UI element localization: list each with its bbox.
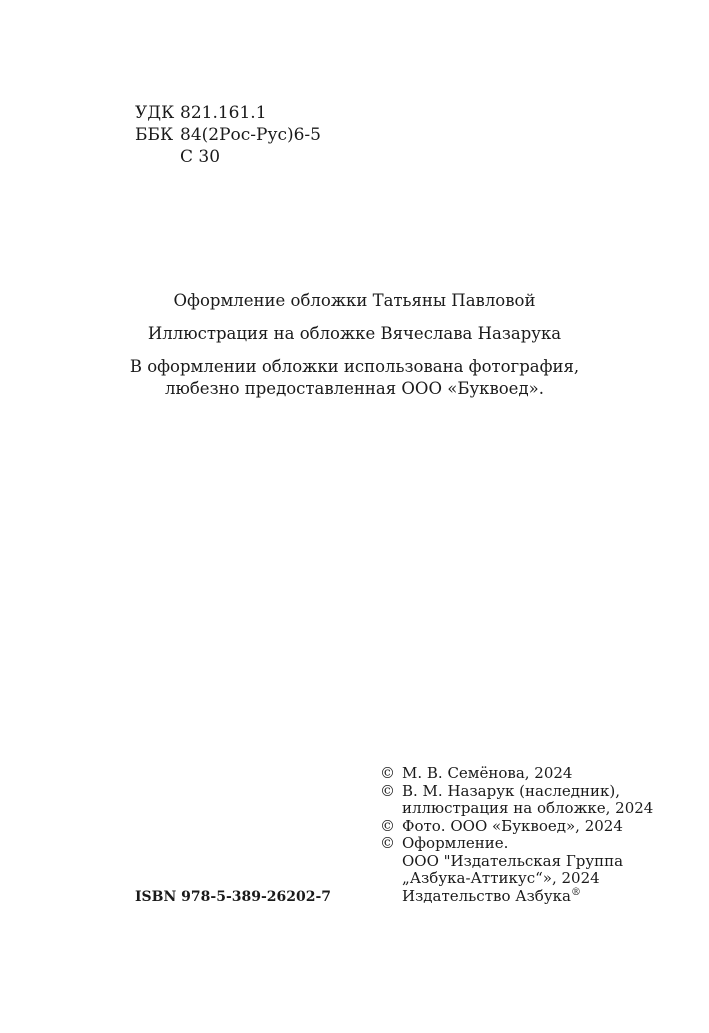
photo-credit-line-1: В оформлении обложки использована фотография, <box>129 357 580 376</box>
copyright-line: Оформление. <box>402 834 509 852</box>
cover-design-credit: Оформление обложки Татьяны Павловой <box>173 291 536 310</box>
copyright-item <box>380 818 653 836</box>
copyright-item <box>380 783 653 818</box>
udk-value: 821.161.1 <box>180 103 267 123</box>
copyright-sign: © <box>380 834 395 852</box>
photo-credit-line-2: любезно предоставленная ООО «Буквоед». <box>165 379 544 398</box>
cover-illustration-credit: Иллюстрация на обложке Вячеслава Назарука <box>147 324 562 343</box>
copyright-line: Издательство Азбука <box>402 886 571 905</box>
udk-row <box>135 102 321 124</box>
copyright-item <box>380 835 653 905</box>
isbn: ISBN 978-5-389-26202-7 <box>135 889 332 905</box>
copyright-line: ООО "Издательская Группа <box>402 851 624 870</box>
copyright-line: В. М. Назарук (наследник), <box>402 781 620 800</box>
copyright-item <box>380 765 653 783</box>
udk-label: УДК <box>135 103 175 123</box>
copyright-line: Фото. ООО «Буквоед», 2024 <box>402 816 623 835</box>
classification-block <box>135 102 321 168</box>
copyright-block <box>380 765 653 905</box>
copyright-line: иллюстрация на обложке, 2024 <box>402 799 654 817</box>
bbk-value: 84(2Рос-Рус)6-5 <box>180 125 321 145</box>
copyright-sign: © <box>380 764 395 782</box>
copyright-line: „Азбука-Аттикус“», 2024 <box>402 869 600 887</box>
copyright-line: М. В. Семёнова, 2024 <box>402 764 573 782</box>
copyright-sign: © <box>380 781 395 800</box>
bbk-label: ББК <box>135 125 174 145</box>
cover-credits <box>0 290 709 400</box>
author-mark-row <box>135 146 321 168</box>
copyright-sign: © <box>380 816 395 835</box>
bbk-row <box>135 124 321 146</box>
registered-trademark-icon: ® <box>570 886 581 898</box>
author-mark: С 30 <box>180 147 221 167</box>
